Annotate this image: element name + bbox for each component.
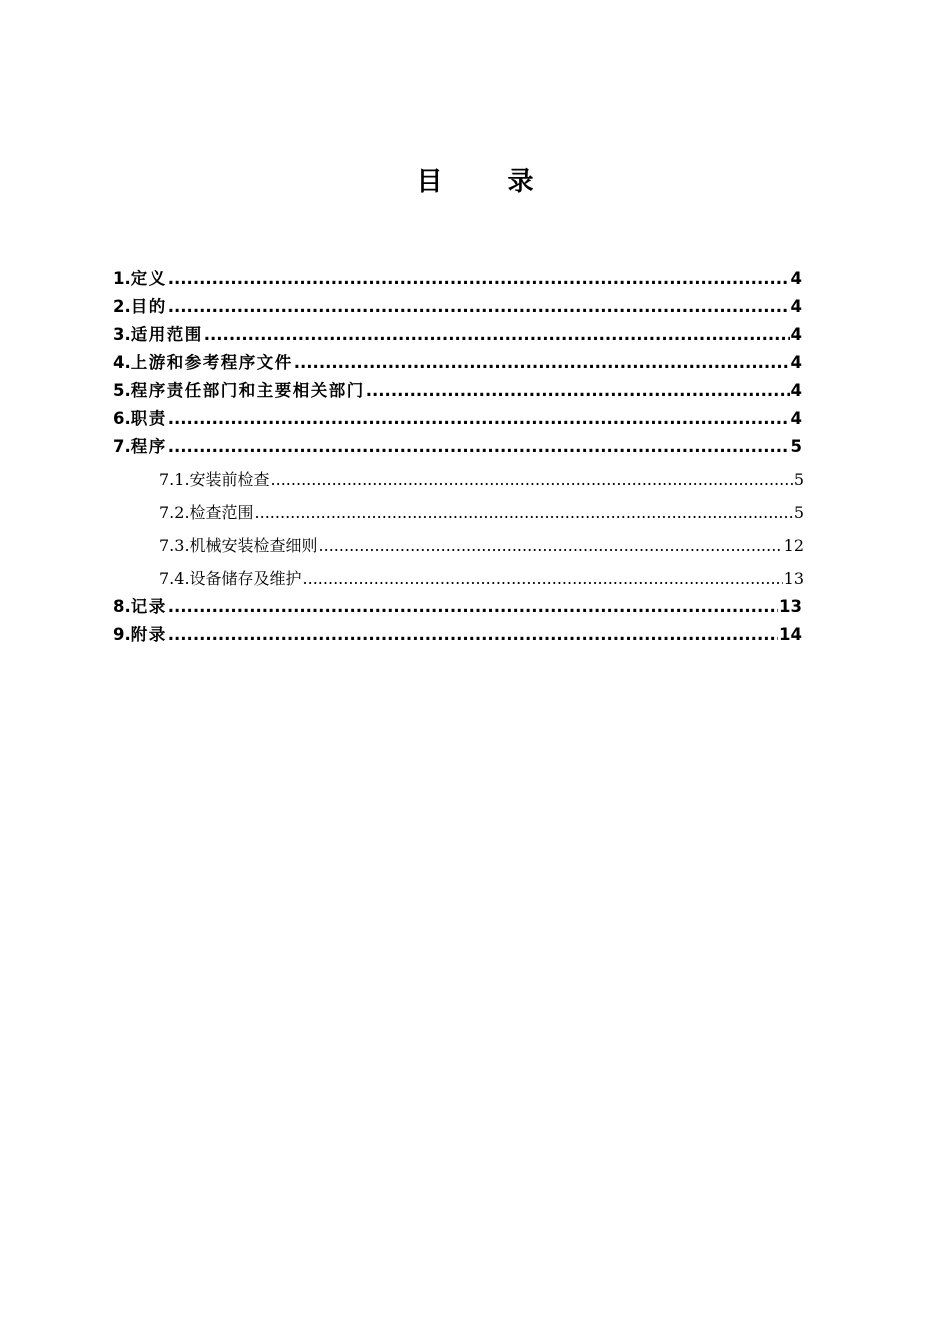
- toc-entry-7-3[interactable]: [159, 535, 804, 557]
- toc-entry-label: 机械安装检查细则: [189, 536, 318, 555]
- toc-entry-label: 设备储存及维护: [189, 569, 302, 588]
- toc-entry-label: 记录: [130, 597, 167, 616]
- toc-entry-page: 5: [793, 503, 804, 522]
- toc-dot-leader: [168, 436, 790, 458]
- toc-entry-number: 2.: [113, 297, 131, 316]
- toc-entry-number: 7.1.: [159, 470, 190, 489]
- toc-dot-leader: [168, 268, 790, 290]
- toc-entry-number: 7.4.: [159, 569, 190, 588]
- toc-entry-7-2[interactable]: [159, 502, 804, 524]
- toc-entry-6[interactable]: [113, 408, 802, 430]
- toc-entry-page: 13: [779, 597, 802, 616]
- toc-entry-4[interactable]: [113, 352, 802, 374]
- toc-entry-page: 14: [779, 625, 802, 644]
- toc-title: 目 录: [416, 167, 562, 197]
- toc-entry-7[interactable]: [113, 436, 802, 458]
- toc-dot-leader: [366, 380, 790, 402]
- toc-entry-number: 7.3.: [159, 536, 190, 555]
- toc-entry-page: 4: [790, 409, 802, 428]
- toc-entry-label: 安装前检查: [189, 470, 270, 489]
- toc-dot-leader: [204, 324, 790, 346]
- toc-entry-number: 7.: [113, 437, 131, 456]
- toc-entry-label: 检查范围: [189, 503, 254, 522]
- toc-entry-number: 4.: [113, 353, 131, 372]
- toc-entry-number: 8.: [113, 597, 131, 616]
- toc-entry-label: 职责: [130, 409, 167, 428]
- toc-dot-leader: [168, 596, 778, 618]
- toc-entry-page: 4: [790, 297, 802, 316]
- toc-dot-leader: [303, 568, 783, 590]
- toc-entry-2[interactable]: [113, 296, 802, 318]
- toc-entry-label: 附录: [130, 625, 167, 644]
- toc-entry-number: 7.2.: [159, 503, 190, 522]
- toc-dot-leader: [319, 535, 783, 557]
- toc-entry-page: 13: [783, 569, 804, 588]
- toc-entry-page: 5: [790, 437, 802, 456]
- toc-entry-1[interactable]: [113, 268, 802, 290]
- toc-dot-leader: [271, 469, 793, 491]
- toc-entry-number: 9.: [113, 625, 131, 644]
- toc-dot-leader: [168, 624, 778, 646]
- toc-entry-number: 5.: [113, 381, 131, 400]
- toc-entry-9[interactable]: [113, 624, 802, 646]
- toc-entry-label: 目的: [130, 297, 167, 316]
- toc-entry-label: 程序责任部门和主要相关部门: [130, 381, 365, 400]
- toc-entry-8[interactable]: [113, 596, 802, 618]
- toc-entry-label: 定义: [130, 269, 167, 288]
- toc-entry-label: 适用范围: [130, 325, 203, 344]
- toc-entry-page: 12: [783, 536, 804, 555]
- toc-entry-page: 4: [790, 325, 802, 344]
- toc-entry-page: 4: [790, 353, 802, 372]
- toc-dot-leader: [255, 502, 793, 524]
- toc-dot-leader: [168, 296, 790, 318]
- toc-dot-leader: [294, 352, 790, 374]
- toc-entry-page: 4: [790, 381, 802, 400]
- toc-entry-5[interactable]: [113, 380, 802, 402]
- toc-entry-7-4[interactable]: [159, 568, 804, 590]
- toc-entry-page: 5: [793, 470, 804, 489]
- toc-entry-page: 4: [790, 269, 802, 288]
- toc-entry-number: 1.: [113, 269, 131, 288]
- toc-entry-7-1[interactable]: [159, 469, 804, 491]
- toc-dot-leader: [168, 408, 790, 430]
- toc-entry-number: 6.: [113, 409, 131, 428]
- toc-entry-3[interactable]: [113, 324, 802, 346]
- toc-entry-label: 程序: [130, 437, 167, 456]
- toc-entry-label: 上游和参考程序文件: [130, 353, 293, 372]
- toc-entry-number: 3.: [113, 325, 131, 344]
